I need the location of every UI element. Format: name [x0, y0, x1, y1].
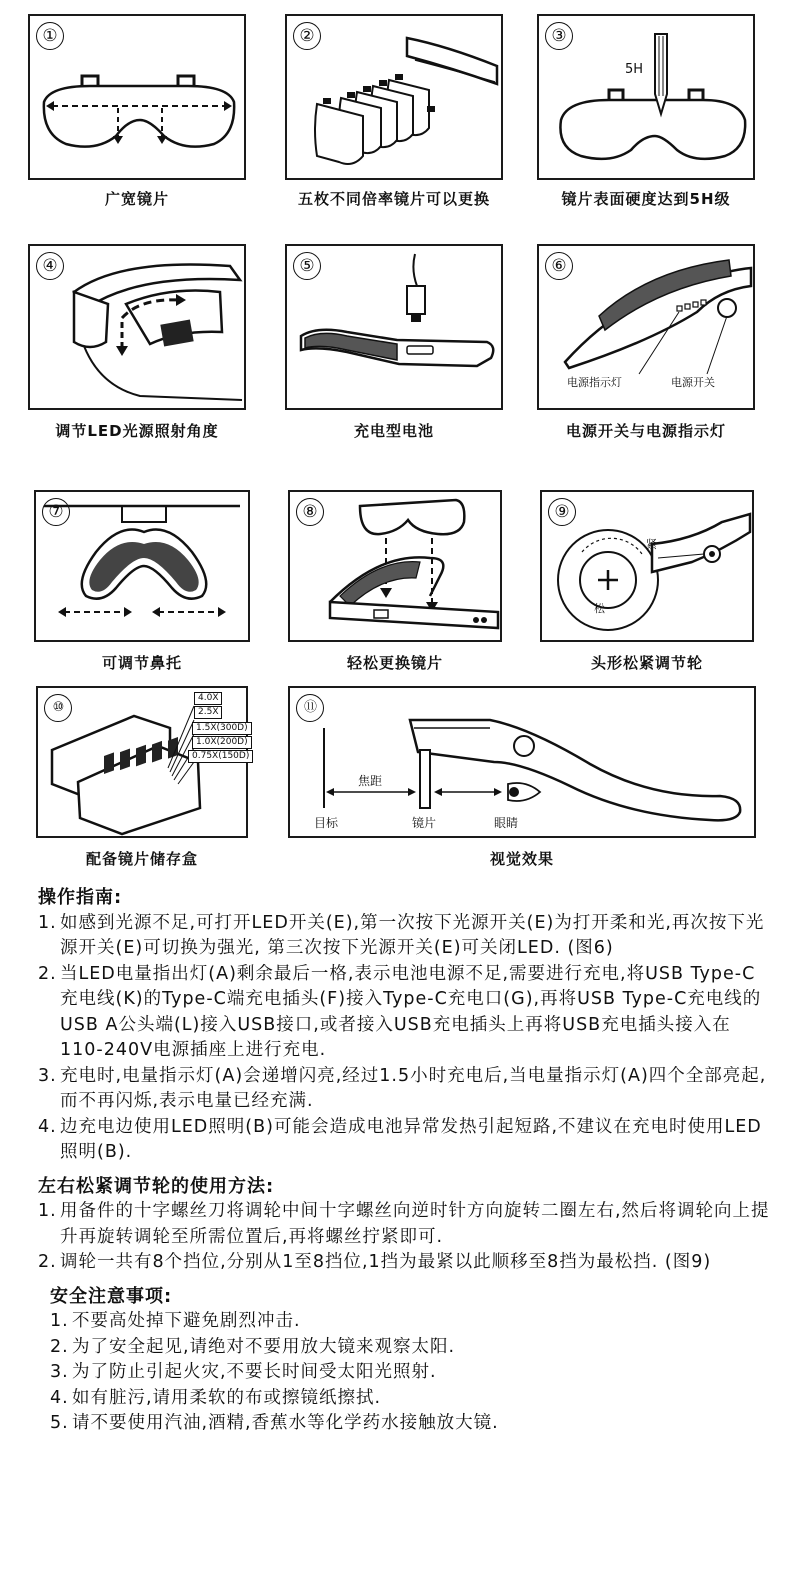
figure-10-caption: 配备镜片储存盒 [85, 850, 198, 868]
power-indicator-label: 电源指示灯 [567, 376, 622, 389]
figure-9-head-adjust-wheel [540, 490, 754, 642]
figure-3-caption: 镜片表面硬度达到5H级 [561, 190, 731, 208]
list-item: 3. 为了防止引起火灾,不要长时间受太阳光照射. [50, 1362, 437, 1382]
figure-6-power-switch [537, 244, 755, 410]
figure-number: ⑤ [293, 252, 321, 280]
list-item: 5. 请不要使用汽油,酒精,香蕉水等化学药水接触放大镜. [50, 1413, 499, 1433]
eye-label: 眼睛 [494, 816, 519, 830]
list-item: 1. 用备件的十字螺丝刀将调轮中间十字螺丝向逆时针方向旋转二圈左右,然后将调轮向上提升再旋转调轮至所需位置后,再将螺丝拧紧即可. [38, 1201, 770, 1247]
list-item: 3. 充电时,电量指示灯(A)会递增闪亮,经过1.5小时充电后,当电量指示灯(A)四个全部亮起,而不再闪烁,表示电量已经充满. [38, 1065, 767, 1111]
figure-5-rechargeable-battery [285, 244, 503, 410]
figure-number: ⑥ [545, 252, 573, 280]
five-lenses-illustration [287, 16, 501, 178]
list-item: 4. 如有脏污,请用柔软的布或擦镜纸擦拭. [50, 1387, 382, 1408]
list-item: 4. 边充电边使用LED照明(B)可能会造成电池异常发热引起短路,不建议在充电时使用LED照明(B). [38, 1116, 762, 1162]
wheel-heading: 左右松紧调节轮的使用方法: [38, 1175, 275, 1197]
list-item: 2. 为了安全起见,请绝对不要用放大镜来观察太阳. [50, 1336, 456, 1357]
lens-label-2: 2.5X [194, 706, 222, 719]
figure-number: ⑪ [296, 694, 324, 722]
figure-7-caption: 可调节鼻托 [101, 654, 182, 672]
operation-guide [38, 885, 772, 1437]
lens-label: 镜片 [412, 816, 437, 830]
focal-length-label: 焦距 [358, 774, 383, 788]
figure-11-visual-effect [288, 686, 756, 838]
figure-5-caption: 充电型电池 [353, 422, 434, 440]
nose-pad-illustration [36, 492, 248, 640]
figure-11-caption: 视觉效果 [489, 850, 554, 868]
led-angle-illustration [30, 246, 244, 408]
safety-heading: 安全注意事项: [50, 1285, 173, 1307]
target-label: 目标 [314, 816, 339, 830]
figure-number: ④ [36, 252, 64, 280]
list-item: 2. 调轮一共有8个挡位,分别从1至8挡位,1挡为最紧以此顺移至8挡为最松挡. (图9) [38, 1252, 712, 1272]
wide-lens-illustration [30, 16, 244, 178]
figure-number: ③ [545, 22, 573, 50]
list-item: 1. 不要高处掉下避免剧烈冲击. [50, 1311, 301, 1331]
figure-number: ⑨ [548, 498, 576, 526]
loosen-label: 松 [594, 602, 605, 615]
lens-label-4: 1.0X(200D) [192, 736, 252, 749]
figure-8-replace-lens [288, 490, 502, 642]
figure-1-caption: 广宽镜片 [104, 190, 169, 208]
list-item: 2. 当LED电量指出灯(A)剩余最后一格,表示电池电源不足,需要进行充电,将USB Type-C充电线(K)的Type-C端充电插头(F)接入Type-C充电口(G),再将USB Type-C充电线的USB A公头端(L)接入USB接口,或者接入USB充电插头上再将USB充电插头接入在110-240V电源插座上进行充电. [38, 963, 762, 1060]
power-switch-label: 电源开关 [671, 376, 715, 389]
figure-number: ⑧ [296, 498, 324, 526]
figure-2-interchangeable-lenses [285, 14, 503, 180]
hardness-label: 5H [625, 62, 644, 77]
figure-number: ⑦ [42, 498, 70, 526]
hardness-illustration [539, 16, 753, 178]
lens-label-5: 0.75X(150D) [188, 750, 253, 763]
figure-1-wide-lens [28, 14, 246, 180]
figure-10-lens-storage-box [36, 686, 248, 838]
lens-label-1: 4.0X [194, 692, 222, 705]
operation-heading: 操作指南: [38, 887, 123, 908]
battery-illustration [287, 246, 501, 408]
tighten-label: 紧 [646, 538, 657, 551]
adjust-wheel-illustration [542, 492, 752, 640]
figure-3-surface-hardness [537, 14, 755, 180]
figure-7-nose-pad [34, 490, 250, 642]
figure-number: ① [36, 22, 64, 50]
figure-number: ⑩ [44, 694, 72, 722]
figure-number: ② [293, 22, 321, 50]
figure-9-caption: 头形松紧调节轮 [590, 654, 703, 672]
visual-effect-illustration [290, 688, 754, 836]
list-item: 1. 如感到光源不足,可打开LED开关(E),第一次按下光源开关(E)为打开柔和光,再次按下光源开关(E)可切换为强光, 第三次按下光源开关(E)可关闭LED. (图6) [38, 912, 765, 958]
figure-2-caption: 五枚不同倍率镜片可以更换 [297, 190, 490, 208]
figure-4-led-angle [28, 244, 246, 410]
replace-lens-illustration [290, 492, 500, 640]
figure-4-caption: 调节LED光源照射角度 [55, 422, 219, 440]
figure-6-caption: 电源开关与电源指示灯 [565, 422, 726, 440]
figure-8-caption: 轻松更换镜片 [346, 654, 443, 672]
lens-label-3: 1.5X(300D) [192, 722, 252, 735]
